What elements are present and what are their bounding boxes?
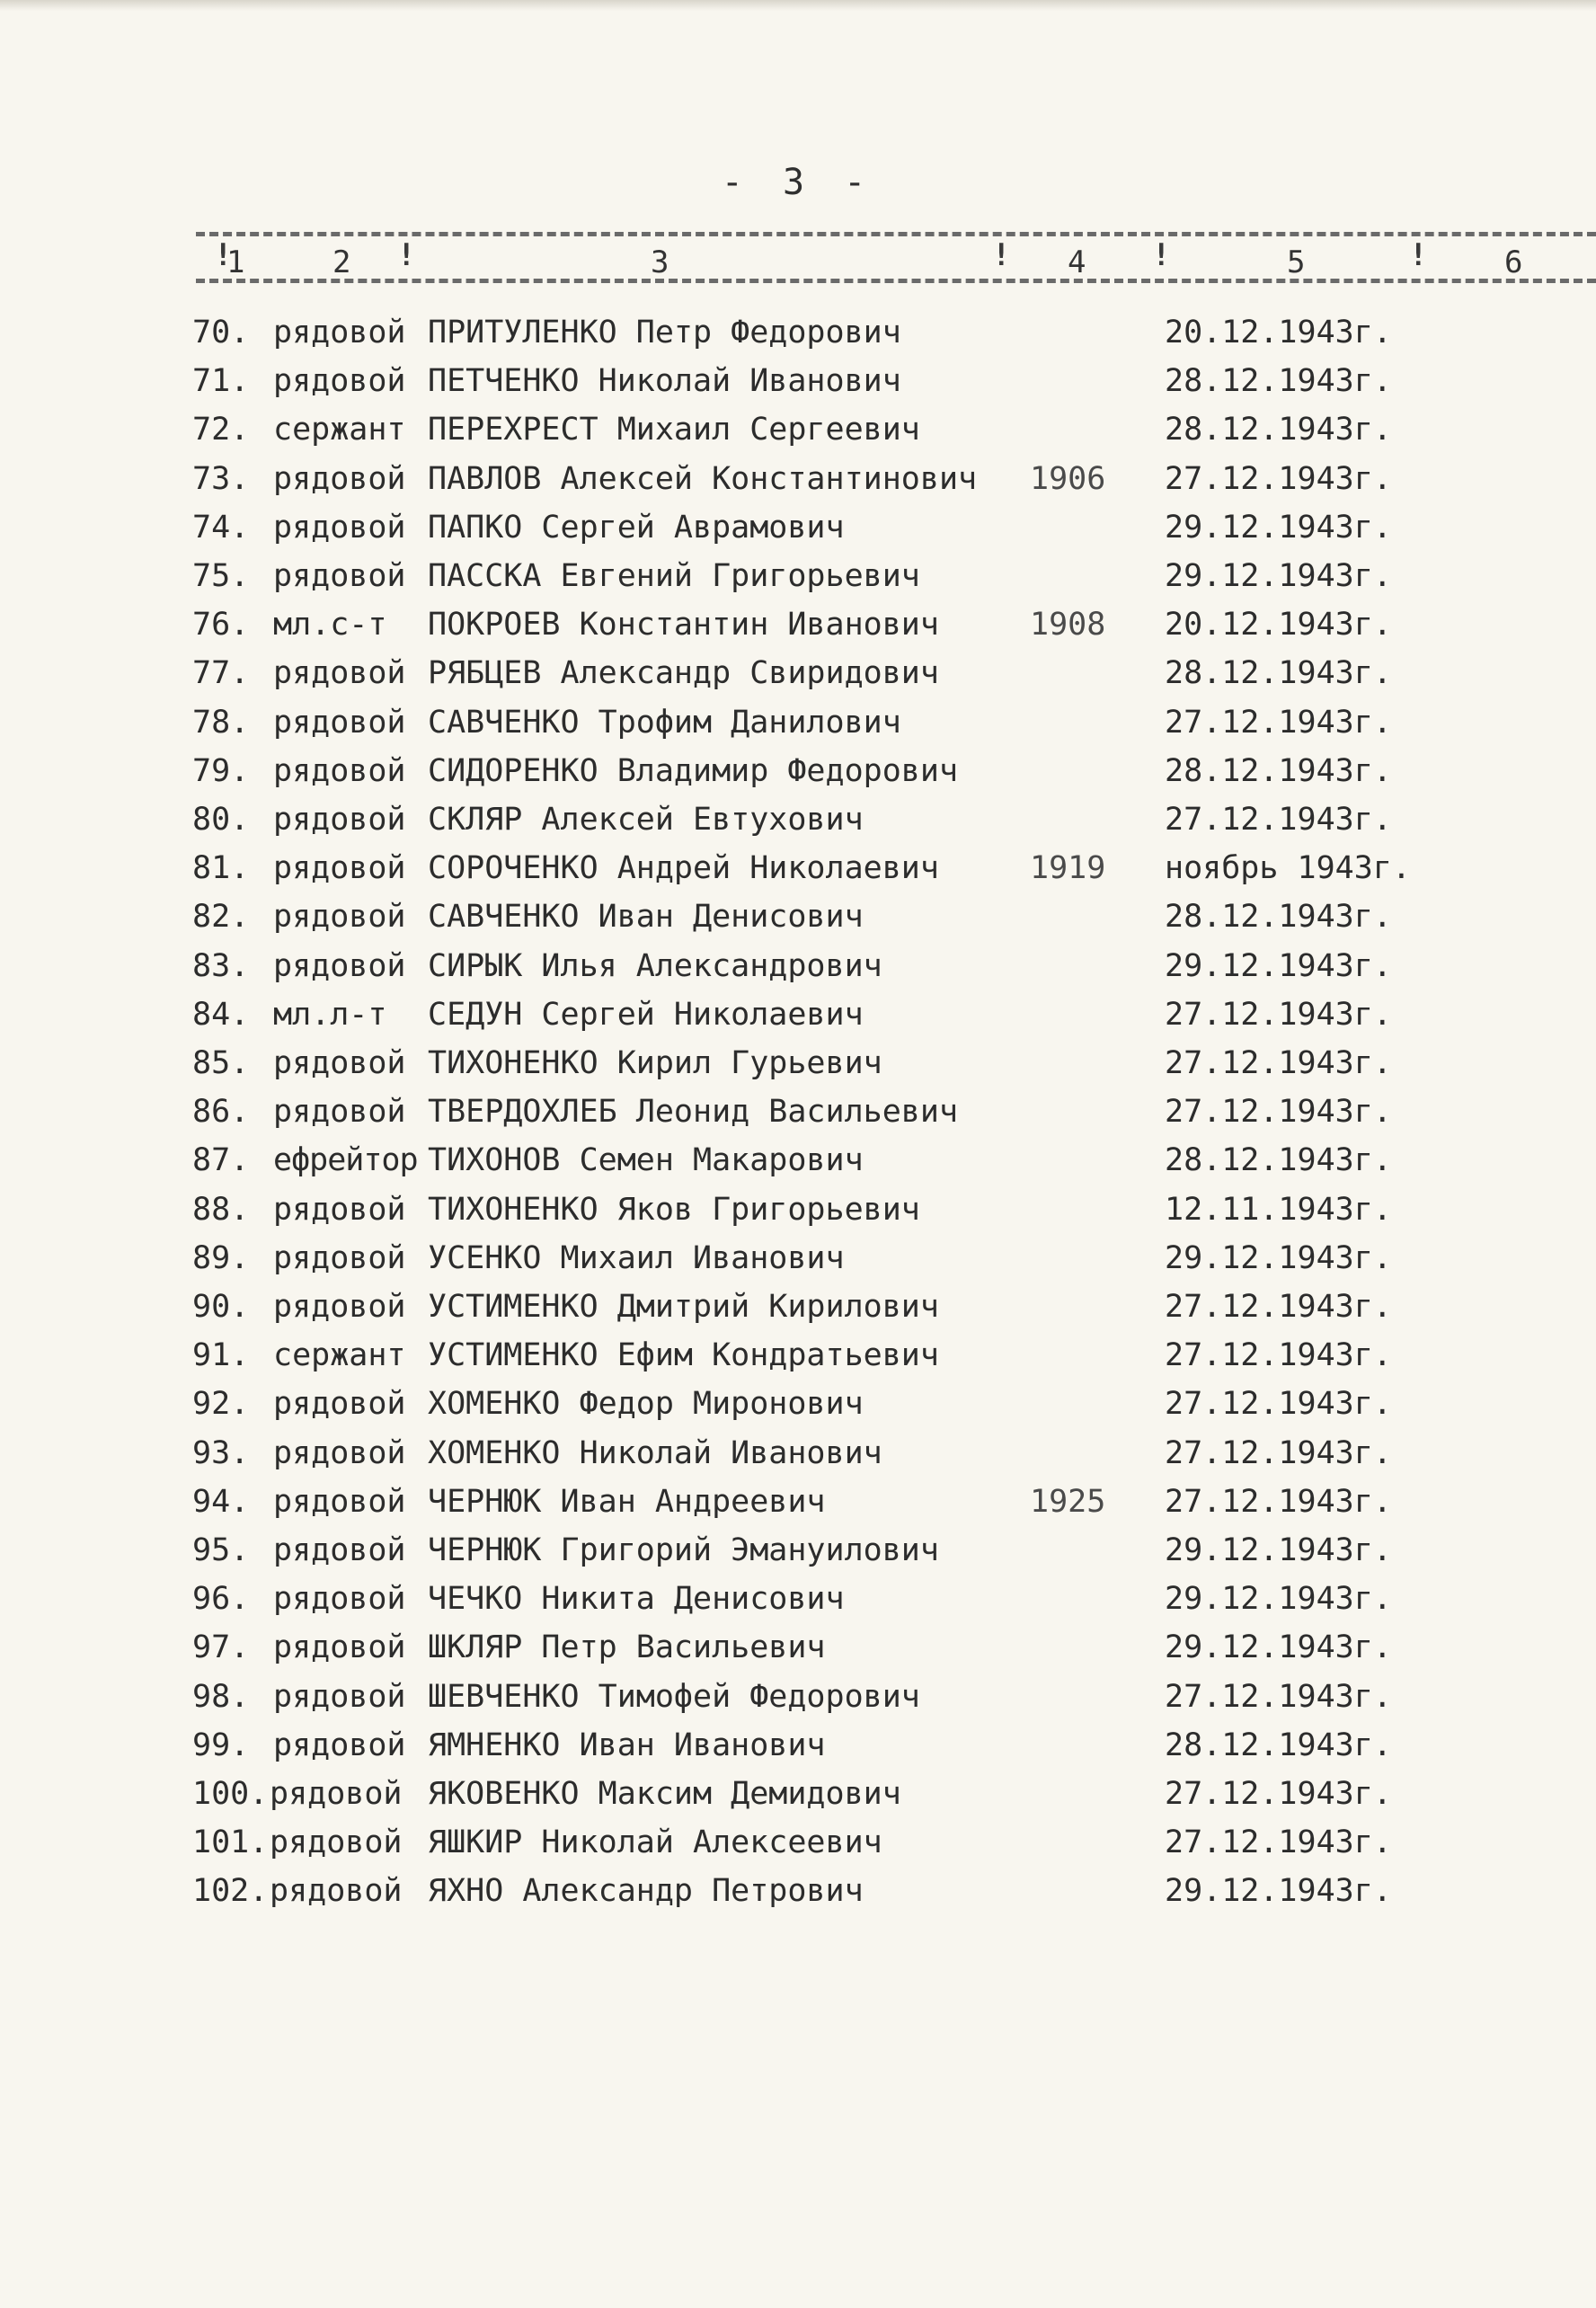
table-row bbox=[0, 749, 1596, 794]
row-date: 27.12.1943г. bbox=[1165, 1824, 1392, 1861]
row-number: 72. bbox=[192, 412, 250, 448]
row-number: 78. bbox=[192, 704, 250, 741]
row-name: СИДОРЕНКО Владимир Федорович bbox=[428, 752, 959, 789]
table-row bbox=[0, 1431, 1596, 1476]
row-name: ТИХОНОВ Семен Макарович bbox=[428, 1142, 864, 1179]
table-row bbox=[0, 846, 1596, 891]
table-row bbox=[0, 1528, 1596, 1573]
column-separator: ! bbox=[1409, 237, 1428, 273]
table-row bbox=[0, 1284, 1596, 1329]
column-separator: ! bbox=[397, 237, 416, 273]
row-date: 27.12.1943г. bbox=[1165, 802, 1392, 838]
row-rank: рядовой bbox=[273, 802, 406, 838]
table-row bbox=[0, 1479, 1596, 1524]
row-rank: сержант bbox=[273, 412, 406, 448]
row-name: ПРИТУЛЕНКО Петр Федорович bbox=[428, 315, 901, 351]
row-date: 28.12.1943г. bbox=[1165, 412, 1392, 448]
row-name: СКЛЯР Алексей Евтухович bbox=[428, 802, 864, 838]
row-rank: рядовой bbox=[273, 899, 406, 936]
row-date: 12.11.1943г. bbox=[1165, 1191, 1392, 1228]
row-date: 29.12.1943г. bbox=[1165, 509, 1392, 546]
row-rank: рядовой bbox=[273, 1629, 406, 1666]
table-row bbox=[0, 1674, 1596, 1719]
row-date: 29.12.1943г. bbox=[1165, 558, 1392, 594]
row-date: 29.12.1943г. bbox=[1165, 1581, 1392, 1618]
row-name: ПОКРОЕВ Константин Иванович bbox=[428, 607, 939, 644]
row-date: ноябрь 1943г. bbox=[1165, 850, 1411, 887]
row-rank: рядовой bbox=[273, 752, 406, 789]
table-row bbox=[0, 894, 1596, 939]
row-number: 94. bbox=[192, 1483, 250, 1520]
table-row bbox=[0, 1820, 1596, 1865]
table-row bbox=[0, 554, 1596, 599]
row-date: 27.12.1943г. bbox=[1165, 996, 1392, 1033]
row-number: 86. bbox=[192, 1094, 250, 1131]
column-separator: ! bbox=[1152, 237, 1171, 273]
row-number: 98. bbox=[192, 1678, 250, 1715]
row-rank: рядовой bbox=[273, 315, 406, 351]
row-date: 28.12.1943г. bbox=[1165, 655, 1392, 692]
row-rank: рядовой bbox=[273, 1094, 406, 1131]
row-number: 76. bbox=[192, 607, 250, 644]
row-rank: рядовой bbox=[270, 1824, 403, 1861]
table-row bbox=[0, 359, 1596, 404]
row-rank: рядовой bbox=[273, 1289, 406, 1325]
row-name: УСТИМЕНКО Ефим Кондратьевич bbox=[428, 1337, 939, 1374]
table-row bbox=[0, 1041, 1596, 1086]
column-separator: ! bbox=[992, 237, 1011, 273]
row-number: 70. bbox=[192, 315, 250, 351]
row-number: 77. bbox=[192, 655, 250, 692]
page-number: - 3 - bbox=[721, 162, 875, 203]
table-row bbox=[0, 1771, 1596, 1816]
row-rank: рядовой bbox=[273, 1678, 406, 1715]
column-separator: ! bbox=[214, 237, 233, 273]
row-name: САВЧЕНКО Иван Денисович bbox=[428, 899, 864, 936]
row-number: 99. bbox=[192, 1727, 250, 1763]
row-name: ХОМЕНКО Николай Иванович bbox=[428, 1434, 882, 1471]
row-birth-year: 1925 bbox=[1030, 1483, 1106, 1520]
row-name: ПЕТЧЕНКО Николай Иванович bbox=[428, 363, 901, 400]
row-rank: сержант bbox=[273, 1337, 406, 1374]
row-number: 88. bbox=[192, 1191, 250, 1228]
row-name: ЧЕРНЮК Григорий Эмануилович bbox=[428, 1532, 939, 1568]
row-date: 29.12.1943г. bbox=[1165, 1873, 1392, 1910]
row-rank: ефрейтор bbox=[273, 1142, 418, 1179]
row-date: 29.12.1943г. bbox=[1165, 1532, 1392, 1568]
row-date: 27.12.1943г. bbox=[1165, 1289, 1392, 1325]
row-number: 101. bbox=[192, 1824, 269, 1861]
row-number: 79. bbox=[192, 752, 250, 789]
row-rank: рядовой bbox=[273, 1239, 406, 1276]
row-date: 27.12.1943г. bbox=[1165, 460, 1392, 497]
row-rank: рядовой bbox=[273, 1386, 406, 1423]
row-number: 96. bbox=[192, 1581, 250, 1618]
row-number: 80. bbox=[192, 802, 250, 838]
row-name: СОРОЧЕНКО Андрей Николаевич bbox=[428, 850, 939, 887]
row-rank: рядовой bbox=[273, 1483, 406, 1520]
row-date: 28.12.1943г. bbox=[1165, 363, 1392, 400]
table-row bbox=[0, 1138, 1596, 1183]
row-date: 29.12.1943г. bbox=[1165, 1239, 1392, 1276]
row-number: 85. bbox=[192, 1045, 250, 1081]
row-number: 89. bbox=[192, 1239, 250, 1276]
row-number: 74. bbox=[192, 509, 250, 546]
row-number: 82. bbox=[192, 899, 250, 936]
row-name: ШКЛЯР Петр Васильевич bbox=[428, 1629, 826, 1666]
table-row bbox=[0, 1723, 1596, 1768]
row-name: ТИХОНЕНКО Кирил Гурьевич bbox=[428, 1045, 882, 1081]
row-date: 28.12.1943г. bbox=[1165, 899, 1392, 936]
table-row bbox=[0, 1187, 1596, 1232]
column-header-3: 3 bbox=[651, 244, 669, 280]
row-rank: мл.с-т bbox=[273, 607, 387, 644]
row-rank: рядовой bbox=[273, 509, 406, 546]
row-date: 28.12.1943г. bbox=[1165, 1727, 1392, 1763]
row-date: 20.12.1943г. bbox=[1165, 315, 1392, 351]
table-row bbox=[0, 651, 1596, 696]
row-date: 20.12.1943г. bbox=[1165, 607, 1392, 644]
row-number: 71. bbox=[192, 363, 250, 400]
row-number: 95. bbox=[192, 1532, 250, 1568]
row-rank: рядовой bbox=[273, 1191, 406, 1228]
row-rank: рядовой bbox=[273, 1434, 406, 1471]
row-number: 81. bbox=[192, 850, 250, 887]
row-name: ЧЕЧКО Никита Денисович bbox=[428, 1581, 845, 1618]
row-number: 97. bbox=[192, 1629, 250, 1666]
table-row bbox=[0, 310, 1596, 355]
row-rank: рядовой bbox=[273, 1581, 406, 1618]
row-date: 28.12.1943г. bbox=[1165, 1142, 1392, 1179]
page-top-edge bbox=[0, 0, 1596, 11]
table-row bbox=[0, 602, 1596, 647]
row-date: 29.12.1943г. bbox=[1165, 1629, 1392, 1666]
row-date: 28.12.1943г. bbox=[1165, 752, 1392, 789]
row-name: ТИХОНЕНКО Яков Григорьевич bbox=[428, 1191, 920, 1228]
table-row bbox=[0, 1381, 1596, 1426]
row-rank: мл.л-т bbox=[273, 996, 387, 1033]
table-row bbox=[0, 505, 1596, 550]
row-name: ЧЕРНЮК Иван Андреевич bbox=[428, 1483, 826, 1520]
row-name: ТВЕРДОХЛЕБ Леонид Васильевич bbox=[428, 1094, 959, 1131]
row-name: ЯКОВЕНКО Максим Демидович bbox=[428, 1776, 901, 1812]
table-row bbox=[0, 992, 1596, 1037]
column-header-6: 6 bbox=[1504, 244, 1523, 280]
table-row bbox=[0, 1333, 1596, 1378]
row-name: ПЕРЕХРЕСТ Михаил Сергеевич bbox=[428, 412, 920, 448]
table-row bbox=[0, 700, 1596, 745]
table-row bbox=[0, 457, 1596, 502]
table-row bbox=[0, 944, 1596, 989]
row-rank: рядовой bbox=[270, 1776, 403, 1812]
row-date: 27.12.1943г. bbox=[1165, 1776, 1392, 1812]
table-row bbox=[0, 407, 1596, 452]
column-header-4: 4 bbox=[1068, 244, 1086, 280]
row-rank: рядовой bbox=[273, 655, 406, 692]
row-rank: рядовой bbox=[270, 1873, 403, 1910]
header-rule-top bbox=[196, 232, 1596, 236]
column-header-1: 1 bbox=[226, 244, 245, 280]
row-number: 83. bbox=[192, 947, 250, 984]
row-rank: рядовой bbox=[273, 1045, 406, 1081]
row-number: 100. bbox=[192, 1776, 269, 1812]
row-date: 27.12.1943г. bbox=[1165, 1483, 1392, 1520]
row-date: 27.12.1943г. bbox=[1165, 1337, 1392, 1374]
row-rank: рядовой bbox=[273, 460, 406, 497]
table-row bbox=[0, 1236, 1596, 1281]
row-rank: рядовой bbox=[273, 363, 406, 400]
row-birth-year: 1906 bbox=[1030, 460, 1106, 497]
row-rank: рядовой bbox=[273, 704, 406, 741]
row-name: ЯМНЕНКО Иван Иванович bbox=[428, 1727, 826, 1763]
row-number: 93. bbox=[192, 1434, 250, 1471]
row-number: 87. bbox=[192, 1142, 250, 1179]
row-date: 27.12.1943г. bbox=[1165, 704, 1392, 741]
row-name: САВЧЕНКО Трофим Данилович bbox=[428, 704, 901, 741]
header-rule-bottom bbox=[196, 279, 1596, 283]
table-row bbox=[0, 1089, 1596, 1134]
row-date: 27.12.1943г. bbox=[1165, 1045, 1392, 1081]
row-name: ХОМЕНКО Федор Миронович bbox=[428, 1386, 864, 1423]
row-number: 75. bbox=[192, 558, 250, 594]
row-name: ПАССКА Евгений Григорьевич bbox=[428, 558, 920, 594]
row-name: ПАПКО Сергей Аврамович bbox=[428, 509, 845, 546]
table-row bbox=[0, 1625, 1596, 1670]
row-name: СИРЫК Илья Александрович bbox=[428, 947, 882, 984]
row-rank: рядовой bbox=[273, 558, 406, 594]
row-birth-year: 1908 bbox=[1030, 607, 1106, 644]
row-name: УСЕНКО Михаил Иванович bbox=[428, 1239, 845, 1276]
row-date: 27.12.1943г. bbox=[1165, 1678, 1392, 1715]
row-number: 84. bbox=[192, 996, 250, 1033]
row-number: 91. bbox=[192, 1337, 250, 1374]
row-birth-year: 1919 bbox=[1030, 850, 1106, 887]
row-number: 73. bbox=[192, 460, 250, 497]
table-row bbox=[0, 1576, 1596, 1621]
column-header-2: 2 bbox=[332, 244, 351, 280]
row-number: 92. bbox=[192, 1386, 250, 1423]
row-rank: рядовой bbox=[273, 1727, 406, 1763]
row-number: 102. bbox=[192, 1873, 269, 1910]
row-date: 27.12.1943г. bbox=[1165, 1434, 1392, 1471]
row-rank: рядовой bbox=[273, 850, 406, 887]
table-row bbox=[0, 797, 1596, 842]
row-rank: рядовой bbox=[273, 947, 406, 984]
row-rank: рядовой bbox=[273, 1532, 406, 1568]
row-name: ШЕВЧЕНКО Тимофей Федорович bbox=[428, 1678, 920, 1715]
row-name: СЕДУН Сергей Николаевич bbox=[428, 996, 864, 1033]
row-name: ЯШКИР Николай Алексеевич bbox=[428, 1824, 882, 1861]
row-date: 27.12.1943г. bbox=[1165, 1386, 1392, 1423]
table-row bbox=[0, 1869, 1596, 1913]
row-name: ПАВЛОВ Алексей Константинович bbox=[428, 460, 978, 497]
row-name: УСТИМЕНКО Дмитрий Кирилович bbox=[428, 1289, 939, 1325]
row-name: ЯХНО Александр Петрович bbox=[428, 1873, 864, 1910]
row-date: 27.12.1943г. bbox=[1165, 1094, 1392, 1131]
row-number: 90. bbox=[192, 1289, 250, 1325]
column-header-5: 5 bbox=[1287, 244, 1306, 280]
row-name: РЯБЦЕВ Александр Свиридович bbox=[428, 655, 939, 692]
row-date: 29.12.1943г. bbox=[1165, 947, 1392, 984]
